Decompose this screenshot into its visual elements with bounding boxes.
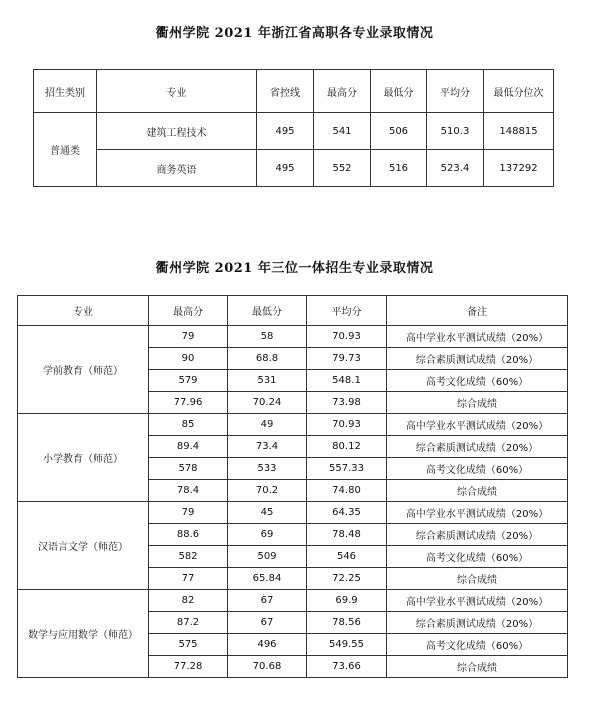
table-row <box>18 414 568 436</box>
category-cell: 普通类 <box>34 113 97 187</box>
table-cell: 541 <box>314 113 371 150</box>
table-cell: 70.68 <box>228 656 307 678</box>
table-cell: 496 <box>228 634 307 656</box>
table-cell: 546 <box>307 546 387 568</box>
note-cell: 综合成绩 <box>387 480 568 502</box>
table-cell: 89.4 <box>149 436 228 458</box>
table-cell: 506 <box>371 113 427 150</box>
note-cell: 高中学业水平测试成绩（20%） <box>387 414 568 436</box>
table-cell: 68.8 <box>228 348 307 370</box>
header-cell: 平均分 <box>307 296 387 326</box>
table-cell: 69 <box>228 524 307 546</box>
table-row <box>18 590 568 612</box>
table-row <box>18 502 568 524</box>
major-cell: 汉语言文学（师范） <box>18 502 149 590</box>
note-cell: 综合成绩 <box>387 392 568 414</box>
note-cell: 高考文化成绩（60%） <box>387 634 568 656</box>
table-cell: 516 <box>371 150 427 187</box>
table-cell: 77.28 <box>149 656 228 678</box>
major-cell: 小学教育（师范） <box>18 414 149 502</box>
table2-title: 衢州学院 2021 年三位一体招生专业录取情况 <box>155 261 434 276</box>
table-cell: 533 <box>228 458 307 480</box>
major-cell: 学前教育（师范） <box>18 326 149 414</box>
header-cell: 最低分 <box>371 70 427 113</box>
table-cell: 582 <box>149 546 228 568</box>
table-cell: 73.98 <box>307 392 387 414</box>
header-cell: 备注 <box>387 296 568 326</box>
table-cell: 73.4 <box>228 436 307 458</box>
admission-table-three-in-one <box>17 295 568 678</box>
table-cell: 495 <box>257 150 314 187</box>
admission-table-vocational <box>33 69 554 187</box>
table-cell: 575 <box>149 634 228 656</box>
note-cell: 高中学业水平测试成绩（20%） <box>387 590 568 612</box>
table-cell: 531 <box>228 370 307 392</box>
note-cell: 综合素质测试成绩（20%） <box>387 348 568 370</box>
table-cell: 67 <box>228 612 307 634</box>
table-cell: 509 <box>228 546 307 568</box>
note-cell: 综合素质测试成绩（20%） <box>387 524 568 546</box>
table-cell: 88.6 <box>149 524 228 546</box>
table-cell: 137292 <box>484 150 554 187</box>
table-row <box>34 150 554 187</box>
table-cell: 77 <box>149 568 228 590</box>
header-cell: 最高分 <box>314 70 371 113</box>
table-cell: 建筑工程技术 <box>97 113 257 150</box>
header-cell: 最高分 <box>149 296 228 326</box>
table-cell: 商务英语 <box>97 150 257 187</box>
table-cell: 70.93 <box>307 326 387 348</box>
table-cell: 552 <box>314 150 371 187</box>
header-cell: 省控线 <box>257 70 314 113</box>
table-cell: 78.56 <box>307 612 387 634</box>
table-header-row <box>18 296 568 326</box>
note-cell: 高考文化成绩（60%） <box>387 370 568 392</box>
header-cell: 最低分位次 <box>484 70 554 113</box>
note-cell: 高考文化成绩（60%） <box>387 458 568 480</box>
note-cell: 高中学业水平测试成绩（20%） <box>387 326 568 348</box>
table-cell: 549.55 <box>307 634 387 656</box>
table-cell: 73.66 <box>307 656 387 678</box>
table-header-row <box>34 70 554 113</box>
note-cell: 综合成绩 <box>387 656 568 678</box>
header-cell: 平均分 <box>427 70 484 113</box>
table-row <box>18 326 568 348</box>
table-cell: 74.80 <box>307 480 387 502</box>
table-cell: 148815 <box>484 113 554 150</box>
table-cell: 90 <box>149 348 228 370</box>
table-cell: 45 <box>228 502 307 524</box>
header-cell: 专业 <box>18 296 149 326</box>
note-cell: 高考文化成绩（60%） <box>387 546 568 568</box>
note-cell: 综合素质测试成绩（20%） <box>387 436 568 458</box>
table1-title: 衢州学院 2021 年浙江省高职各专业录取情况 <box>155 26 434 41</box>
major-cell: 数学与应用数学（师范） <box>18 590 149 678</box>
table-cell: 548.1 <box>307 370 387 392</box>
table-row <box>34 113 554 150</box>
table-cell: 523.4 <box>427 150 484 187</box>
table-cell: 70.2 <box>228 480 307 502</box>
table-cell: 79 <box>149 326 228 348</box>
table-cell: 578 <box>149 458 228 480</box>
table-cell: 79.73 <box>307 348 387 370</box>
table-cell: 64.35 <box>307 502 387 524</box>
table-cell: 58 <box>228 326 307 348</box>
note-cell: 高中学业水平测试成绩（20%） <box>387 502 568 524</box>
note-cell: 综合成绩 <box>387 568 568 590</box>
table-cell: 77.96 <box>149 392 228 414</box>
table-cell: 70.24 <box>228 392 307 414</box>
table-cell: 80.12 <box>307 436 387 458</box>
table-cell: 72.25 <box>307 568 387 590</box>
table-cell: 557.33 <box>307 458 387 480</box>
header-cell: 最低分 <box>228 296 307 326</box>
table-cell: 495 <box>257 113 314 150</box>
table-cell: 67 <box>228 590 307 612</box>
table-cell: 65.84 <box>228 568 307 590</box>
table-cell: 70.93 <box>307 414 387 436</box>
header-cell: 招生类别 <box>34 70 97 113</box>
table-cell: 82 <box>149 590 228 612</box>
table-cell: 510.3 <box>427 113 484 150</box>
table-cell: 78.48 <box>307 524 387 546</box>
table-cell: 69.9 <box>307 590 387 612</box>
table-cell: 79 <box>149 502 228 524</box>
table-cell: 49 <box>228 414 307 436</box>
table-cell: 78.4 <box>149 480 228 502</box>
table-cell: 85 <box>149 414 228 436</box>
table-cell: 579 <box>149 370 228 392</box>
header-cell: 专业 <box>97 70 257 113</box>
table-cell: 87.2 <box>149 612 228 634</box>
note-cell: 综合素质测试成绩（20%） <box>387 612 568 634</box>
